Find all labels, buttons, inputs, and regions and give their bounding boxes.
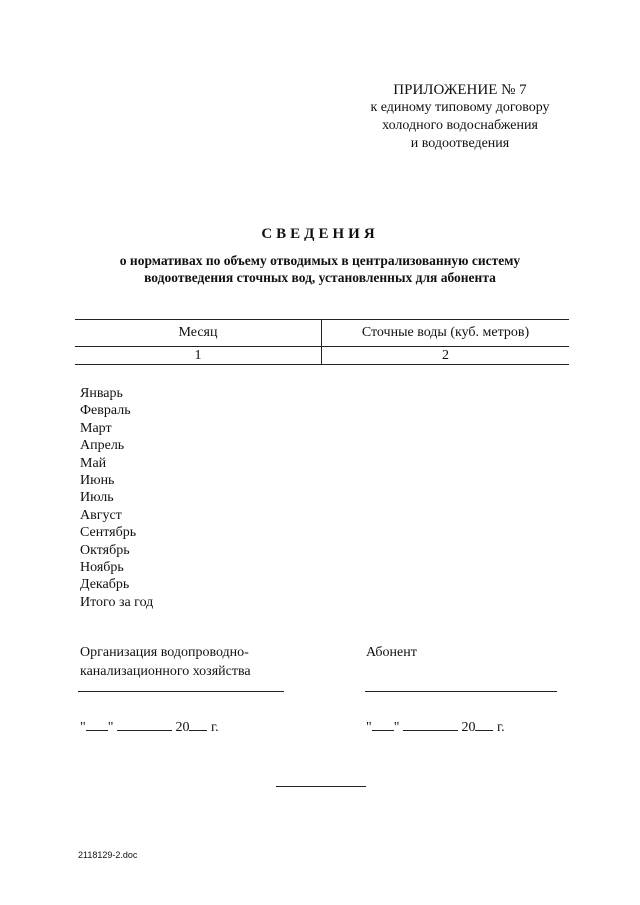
year-blank [475,718,493,731]
quote-close: " [393,720,400,735]
quote-close: " [107,720,114,735]
appendix-title: ПРИЛОЖЕНИЕ № 7 [393,82,527,98]
list-item-total: Итого за год [80,594,154,610]
subheading-line: о нормативах по объему отводимых в централизованную систему [119,253,521,268]
header-wastewater: Сточные воды (куб. метров) [322,320,570,347]
list-item: Июнь [80,473,115,489]
month-list [80,385,153,611]
year-prefix: 20 [175,720,190,735]
list-item: Июль [80,490,114,506]
year-prefix: 20 [461,720,476,735]
col-number-1: 1 [75,347,322,365]
day-blank [372,718,394,731]
year-suffix: г. [210,720,219,735]
day-blank [86,718,108,731]
list-item: Ноябрь [80,560,124,576]
appendix-line: холодного водоснабжения [382,118,538,133]
quote-open: " [366,720,372,735]
list-item: Март [80,420,112,436]
appendix-header [330,81,590,153]
end-separator-line [276,786,366,787]
subheading-line: водоотведения сточных вод, установленных для абонента [144,270,496,285]
table-number-row [75,347,569,365]
quote-open: " [80,720,86,735]
organization-date [80,718,219,736]
subscriber-label: Абонент [366,645,417,660]
subscriber-date [366,718,505,736]
header-month: Месяц [75,320,322,347]
col-number-2: 2 [322,347,570,365]
list-item: Октябрь [80,542,130,558]
organization-signature-line [78,691,284,692]
month-blank [117,718,172,731]
list-item: Апрель [80,438,125,454]
appendix-line: и водоотведения [410,136,510,151]
subscriber-signature-line [365,691,557,692]
document-heading: СВЕДЕНИЯ [261,226,379,242]
organization-line: канализационного хозяйства [80,664,251,679]
document-id: 2118129-2.doc [78,850,138,860]
month-blank [403,718,458,731]
norms-table [75,319,569,365]
list-item: Февраль [80,403,131,419]
year-blank [189,718,207,731]
organization-label [80,643,251,681]
year-suffix: г. [496,720,505,735]
document-subheading [70,252,570,286]
list-item: Декабрь [80,577,130,593]
list-item: Сентябрь [80,525,137,541]
list-item: Май [80,455,107,471]
list-item: Январь [80,386,123,401]
organization-line: Организация водопроводно- [80,645,249,660]
table-header-row [75,320,569,347]
appendix-line: к единому типовому договору [370,100,550,115]
list-item: Август [80,507,122,523]
